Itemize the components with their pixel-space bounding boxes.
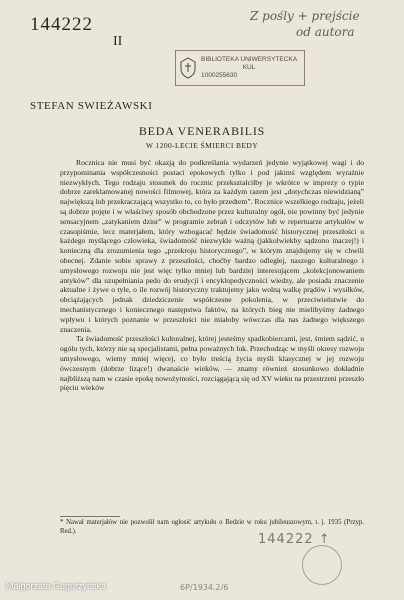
article-title: BEDA VENERABILIS <box>138 124 266 138</box>
handwritten-line: od autora <box>296 25 355 39</box>
pencil-call-number: 144222 ↑ <box>258 532 331 547</box>
stamp-line: BIBLIOTEKA UNIWERSYTECKA <box>201 56 298 63</box>
footnote-divider <box>60 516 120 517</box>
article-author: STEFAN SWIEŻAWSKI <box>30 100 153 112</box>
stamp-line: KUL <box>242 64 256 71</box>
article-footnote: * Nawał materjałów nie pozwolił nam ogłosić artykułu o Bedzie w roku jubileuszowym, t. j. 1935 (Przyp. Red.). <box>60 519 364 535</box>
handwritten-line: Z pośly + prejście <box>250 9 360 23</box>
watermark-text: Małgorzata Gugurzyńska <box>6 581 107 591</box>
article-body <box>60 158 364 393</box>
bottom-note: 6P/1934.2/6 <box>180 583 229 592</box>
article-subtitle: W 1200-LECIE ŚMIERCI BEDY <box>145 141 259 150</box>
article-paragraph: Rocznica nie musi być okazją do podkreślania wydarzeń jedynie wyjątkowej wagi i do przypominania współczesności postaci epokowych tylko i pod jakimś względem wyraźnie niezwykłych. Tego rodzaju stosunek do rocznic przekształciłby je wkrótce w imprezy o typie dobrze zareklamowanej nowości filmowej, która za każdym razem jest „dotychczas niewidzianą” największą lub przekraczającą wszystko to, co było przedtem”. Rocznice wszelkiego rodzaju, jeżeli są dobrze pojęte i w właściwy sposób obchodzone przez kulturalny ogół, nie powinny być jedynie sensacyjnem „zatykaniem dziur” w programie zebrań i odczytów lub w repertuarze artykułów w czasopiśmie, lecz materjałem, który wzbogacać będzie świadomość historycznej przeszłości u każdego myślącego człowieka, świadomość niezwykle ważną (jakkolwiekby sądzono inaczej!) i konieczną dla zrozumienia tego „przekroju historycznego”, w którym znajdujemy się w chwili obecnej. Zdanie sobie sprawy z przeszłości, choćby bardzo odległej, naszego kulturalnego i umysłowego rozwoju nie jest więc tylko mniej lub bardziej interesującem „kolekcjonowaniem antyków” dla uzupełniania pedo do erudycji i encyklopedyczności wiedzy, ale posiada znaczenie aktualne i żywe o tyle, o ile rozwój historyczny traktujemy jako wolną walkę prądów i wysiłków, obciążających jednak dziedziczenie współczesne pokolenia, w przeciwieństwie do mechanistycznego i koniecznego następstwa faktów, na których bieg nie mielibyśmy żadnego wpływu i których poznanie w przeszłości nie miałoby wówczas dla nas żadnego większego znaczenia. <box>60 158 364 334</box>
round-stamp <box>302 545 342 585</box>
library-stamp <box>175 50 305 86</box>
stamp-line: 1000255630 <box>201 72 238 79</box>
call-number-suffix: II <box>113 34 123 49</box>
library-emblem-icon <box>179 57 197 79</box>
call-number: 144222 <box>30 14 93 35</box>
handwritten-dedication <box>250 8 400 40</box>
article-paragraph: Ta świadomość przeszłości kulturalnej, której jesteśmy spadkobiercami, jest, śmiem sądzić, u ogółu tych, którzy nie są specjalistami, pełna poważnych luk. Przechodząc w myśli okresy rozwoju umysłowego, wiemy mniej więcej, co było treścią życia myśli klasycznej w jej rozwoju ówczesnym (dobrze lizące!) dwanaście wieków, — znamy również stosunkowo dokładnie najbliższą nam w czasie epokę nowożytności, rozciągającą się od XV wieku na przestrzeni przeszło pięciu wieków <box>60 334 364 393</box>
